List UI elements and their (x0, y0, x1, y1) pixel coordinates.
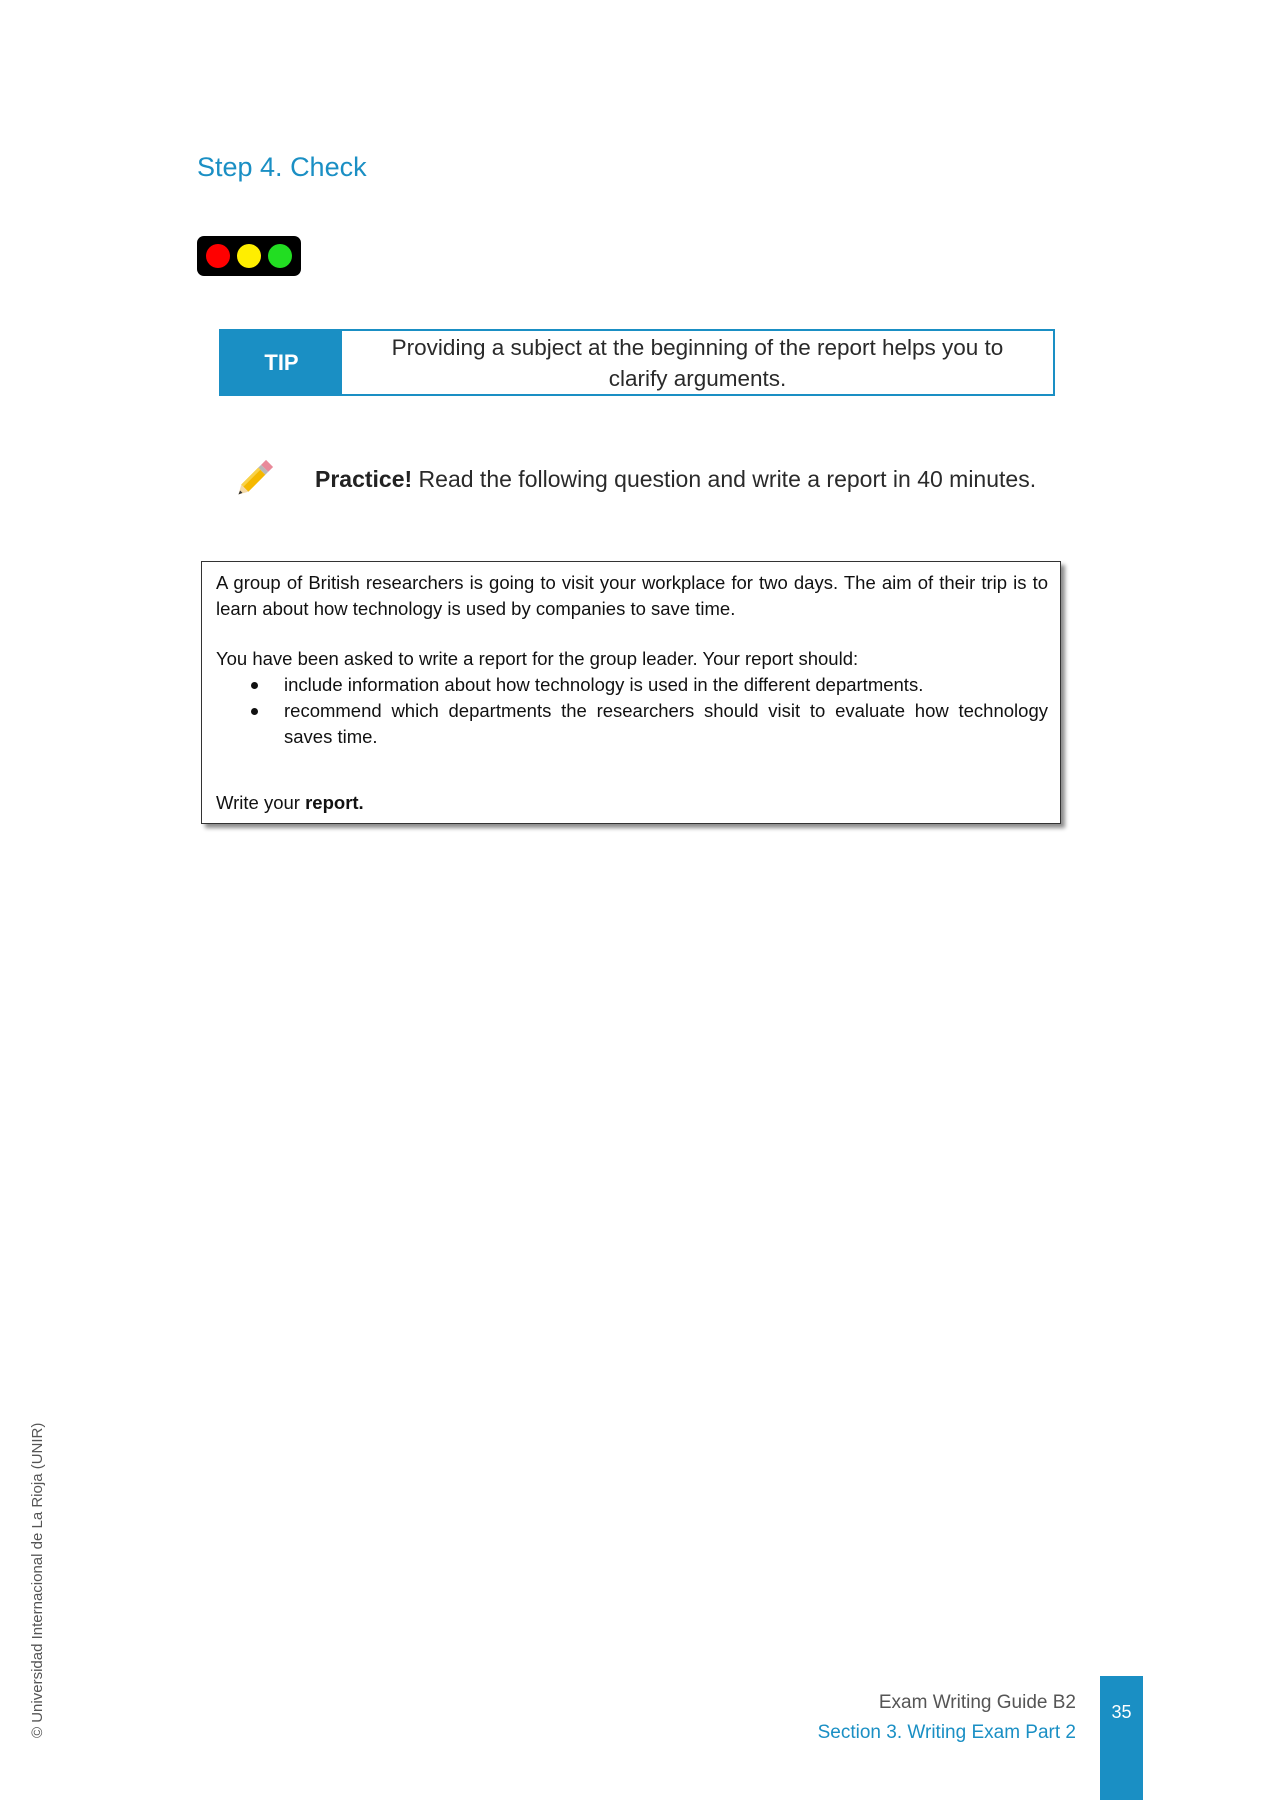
list-item: recommend which departments the researchers should visit to evaluate how technology saves time. (284, 698, 1048, 750)
red-light-icon (206, 244, 230, 268)
question-intro: A group of British researchers is going to visit your workplace for two days. The aim of their trip is to learn about how technology is used by companies to save time. (216, 572, 1048, 619)
practice-label: Practice! (315, 465, 413, 492)
list-item: include information about how technology is used in the different departments. (284, 672, 1048, 698)
footer-guide-title: Exam Writing Guide B2 (878, 1692, 1076, 1713)
question-box (201, 561, 1061, 824)
tip-text: Providing a subject at the beginning of the report helps you to clarify arguments. (391, 335, 1004, 391)
page-number: 35 (1100, 1676, 1143, 1800)
copyright-text: © Universidad Internacional de La Rioja (UNIR) (29, 1422, 46, 1738)
question-task: You have been asked to write a report for the group leader. Your report should: (216, 648, 859, 669)
question-bullets (216, 672, 1048, 750)
traffic-light-icon (197, 236, 301, 276)
yellow-light-icon (237, 244, 261, 268)
pencil-icon (230, 455, 278, 503)
practice-text: Read the following question and write a report in 40 minutes. (412, 465, 1037, 492)
question-final: Write your report. (216, 792, 364, 813)
footer-section: Section 3. Writing Exam Part 2 (817, 1722, 1076, 1743)
green-light-icon (268, 244, 292, 268)
tip-label: TIP (221, 331, 342, 394)
tip-box (219, 329, 1055, 396)
practice-instruction (230, 455, 1036, 503)
page-title: Step 4. Check (197, 152, 367, 182)
